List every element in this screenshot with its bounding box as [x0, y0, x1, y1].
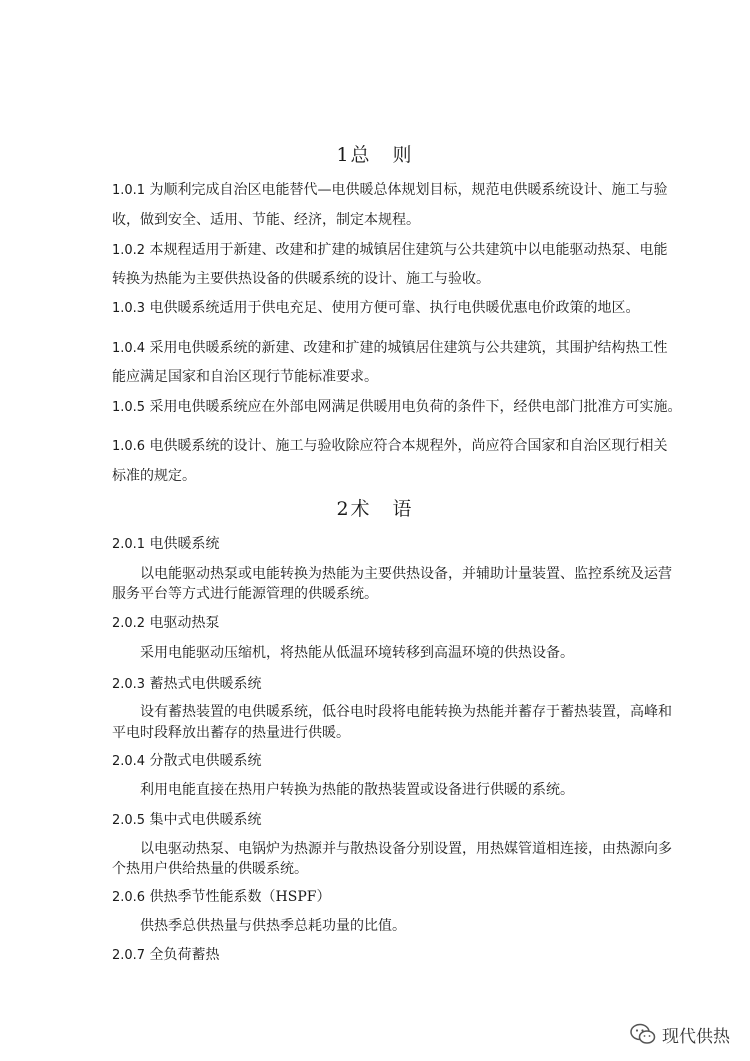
term-2-0-1	[112, 535, 220, 554]
definition-line: 以电能驱动热泵或电能转换为热能为主要供热设备，并辅助计量装置、监控系统及运营	[140, 566, 672, 582]
clause-text: 采用电供暖系统应在外部电网满足供暖用电负荷的条件下，经供电部门批准方可实施。	[149, 399, 682, 415]
definition-line: 个热用户供给热量的供暖系统。	[112, 861, 308, 877]
clause-number: 1.0.3	[112, 301, 146, 316]
term-name: 集中式电供暖系统	[149, 812, 262, 828]
section-1-title: 1总 则	[336, 144, 414, 166]
clause-number: 1.0.4	[112, 341, 146, 356]
term-2-0-2	[112, 614, 220, 633]
term-number: 2.0.6	[112, 890, 146, 905]
definition-line: 设有蓄热装置的电供暖系统，低谷电时段将电能转换为热能并蓄存于蓄热装置，高峰和	[140, 704, 672, 720]
term-number: 2.0.1	[112, 537, 146, 552]
term-number: 2.0.7	[112, 948, 146, 963]
clause-number: 1.0.6	[112, 439, 146, 454]
clause-number: 1.0.1	[112, 183, 146, 198]
clause-text-line: 转换为热能为主要供热设备的供暖系统的设计、施工与验收。	[112, 271, 490, 287]
definition-line: 以电驱动热泵、电锅炉为热源并与散热设备分别设置，用热媒管道相连接，由热源向多	[140, 841, 672, 857]
term-2-0-5	[112, 811, 262, 830]
term-2-0-3	[112, 675, 262, 694]
clause-text-line: 收，做到安全、适用、节能、经济，制定本规程。	[112, 212, 420, 228]
term-name: 分散式电供暖系统	[149, 753, 262, 769]
term-number: 2.0.4	[112, 754, 146, 769]
definition-line: 利用电能直接在热用户转换为热能的散热装置或设备进行供暖的系统。	[140, 782, 574, 798]
clause-text: 为顺利完成自治区电能替代—电供暖总体规划目标，规范电供暖系统设计、施工与验	[149, 182, 668, 198]
clause-text: 采用电供暖系统的新建、改建和扩建的城镇居住建筑与公共建筑，其围护结构热工性	[149, 340, 668, 356]
definition-line: 采用电能驱动压缩机，将热能从低温环境转移到高温环境的供热设备。	[140, 645, 574, 661]
term-name: 蓄热式电供暖系统	[149, 676, 262, 692]
definition-line: 平电时段释放出蓄存的热量进行供暖。	[112, 725, 350, 741]
clause-text: 本规程适用于新建、改建和扩建的城镇居住建筑与公共建筑中以电能驱动热泵、电能	[149, 242, 668, 258]
term-name: 全负荷蓄热	[149, 947, 220, 963]
term-2-0-4	[112, 752, 262, 771]
clause-number: 1.0.2	[112, 243, 146, 258]
clause-text: 电供暖系统的设计、施工与验收除应符合本规程外，尚应符合国家和自治区现行相关	[149, 438, 668, 454]
clause-1-0-2	[112, 241, 668, 260]
clause-number: 1.0.5	[112, 400, 146, 415]
source-watermark	[630, 1020, 730, 1048]
term-name: 供热季节性能系数（HSPF）	[149, 889, 331, 905]
wechat-icon	[630, 1023, 656, 1045]
clause-1-0-3	[112, 299, 640, 318]
section-2-title: 2术 语	[336, 498, 414, 520]
clause-1-0-4	[112, 339, 668, 358]
clause-text-line: 标准的规定。	[112, 468, 196, 484]
clause-1-0-6	[112, 437, 668, 456]
term-number: 2.0.3	[112, 677, 146, 692]
term-number: 2.0.2	[112, 616, 146, 631]
term-2-0-6	[112, 888, 330, 907]
term-number: 2.0.5	[112, 813, 146, 828]
watermark-text: 现代供热	[662, 1026, 730, 1047]
definition-line: 服务平台等方式进行能源管理的供暖系统。	[112, 586, 378, 602]
clause-1-0-1	[112, 181, 668, 200]
term-name: 电供暖系统	[149, 536, 220, 552]
term-2-0-7	[112, 946, 220, 965]
clause-text: 电供暖系统适用于供电充足、使用方便可靠、执行电供暖优惠电价政策的地区。	[149, 300, 640, 316]
definition-line: 供热季总供热量与供热季总耗功量的比值。	[140, 918, 406, 934]
term-name: 电驱动热泵	[149, 615, 220, 631]
clause-1-0-5	[112, 398, 682, 417]
clause-text-line: 能应满足国家和自治区现行节能标准要求。	[112, 369, 378, 385]
